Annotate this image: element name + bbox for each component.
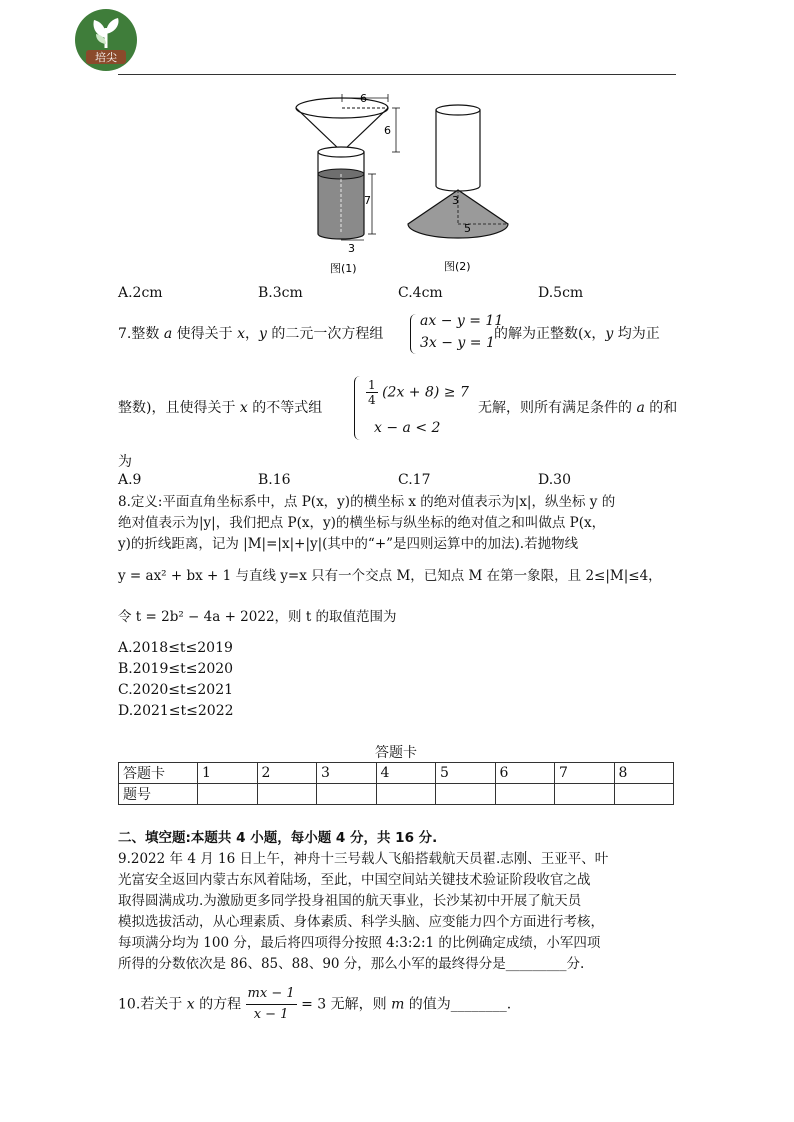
table-cell: 2 xyxy=(257,763,317,784)
dim-water: 7 xyxy=(364,194,371,207)
answer-blank[interactable] xyxy=(257,784,317,805)
q9-line-2: 光富安全返回内蒙古东风着陆场，至此，中国空间站关键技术验证阶段收官之战 xyxy=(118,872,591,888)
answer-card-table xyxy=(118,762,674,805)
q8-line-1: 8.定义:平面直角坐标系中，点 P(x，y)的横坐标 x 的绝对值表示为|x|，纵坐标 y 的 xyxy=(118,494,616,510)
q8-option-c: C.2020≤t≤2021 xyxy=(118,682,234,698)
q7-system-brace xyxy=(410,314,419,354)
table-cell: 1 xyxy=(198,763,258,784)
dim-top: 6 xyxy=(360,92,367,105)
q7-option-b: B.16 xyxy=(258,472,291,488)
answer-blank[interactable] xyxy=(317,784,377,805)
table-cell: 3 xyxy=(317,763,377,784)
q9-line-1: 9.2022 年 4 月 16 日上午，神舟十三号载人飞船搭载航天员翟.志刚、王亚平、叶 xyxy=(118,851,609,867)
q8-line-5: 令 t = 2b² − 4a + 2022，则 t 的取值范围为 xyxy=(118,609,397,625)
answer-blank[interactable] xyxy=(198,784,258,805)
q7-line-1-tail: 的解为正整数(x，y 均为正 xyxy=(494,326,660,342)
q8-option-d: D.2021≤t≤2022 xyxy=(118,703,234,719)
dim-fig2-a: 3 xyxy=(452,194,459,207)
table-cell: 6 xyxy=(495,763,555,784)
q8-line-3: y)的折线距离，记为 |M|=|x|+|y|(其中的“+”是四则运算中的加法).若抛物线 xyxy=(118,536,579,552)
q9-line-6: 所得的分数依次是 86、85、88、90 分，那么小军的最终得分是_________分. xyxy=(118,956,585,972)
q6-option-d: D.5cm xyxy=(538,285,584,301)
q7-option-d: D.30 xyxy=(538,472,571,488)
q7-option-c: C.17 xyxy=(398,472,431,488)
answer-blank[interactable] xyxy=(436,784,496,805)
q6-options xyxy=(118,285,678,301)
q7-equation-1: ax − y = 11 xyxy=(420,313,504,329)
q10-fraction: $\frac{mx - 1}{x - 1}$ xyxy=(247,986,295,1022)
q10-line: 10.若关于 x 的方程 $\frac{mx - 1}{x - 1}$ = 3 无解，则 m 的值为________. xyxy=(118,984,678,1025)
q7-option-a: A.9 xyxy=(118,472,142,488)
fig1-caption: 图(1) xyxy=(330,262,357,275)
table-cell: 5 xyxy=(436,763,496,784)
geometry-figure xyxy=(280,92,520,278)
q7-inequality-brace xyxy=(354,376,363,440)
table-cell: 4 xyxy=(376,763,436,784)
answer-blank[interactable] xyxy=(495,784,555,805)
answer-blank[interactable] xyxy=(376,784,436,805)
answer-card-row-2 xyxy=(119,784,674,805)
q8-option-a: A.2018≤t≤2019 xyxy=(118,640,233,656)
header-rule xyxy=(118,74,676,75)
q8-option-b: B.2019≤t≤2020 xyxy=(118,661,234,677)
q7-line-2-tail: 无解，则所有满足条件的 a 的和 xyxy=(478,400,678,416)
q7-equation-2: 3x − y = 1 xyxy=(420,335,495,351)
table-cell: 题号 xyxy=(119,784,198,805)
answer-card-title: 答题卡 xyxy=(375,745,417,761)
table-cell: 8 xyxy=(614,763,674,784)
q7-line-1: 7.整数 a 使得关于 x，y 的二元一次方程组 xyxy=(118,326,384,342)
q6-option-c: C.4cm xyxy=(398,285,443,301)
table-cell: 7 xyxy=(555,763,615,784)
answer-card-row-1 xyxy=(119,763,674,784)
dim-cone-height: 6 xyxy=(384,124,391,137)
logo xyxy=(74,8,138,72)
answer-blank[interactable] xyxy=(614,784,674,805)
q6-option-a: A.2cm xyxy=(118,285,163,301)
q9-line-5: 每项满分均为 100 分，最后将四项得分按照 4:3:2:1 的比例确定成绩，小军四项 xyxy=(118,935,601,951)
q7-line-2: 整数)，且使得关于 x 的不等式组 xyxy=(118,400,323,416)
section-2-heading: 二、填空题:本题共 4 小题，每小题 4 分，共 16 分. xyxy=(118,830,438,846)
q9-line-4: 模拟选拔活动，从心理素质、身体素质、科学头脑、应变能力四个方面进行考核， xyxy=(118,914,604,930)
q7-line-3: 为 xyxy=(118,454,132,470)
q9-line-3: 取得圆满成功.为激励更多同学投身祖国的航天事业，长沙某初中开展了航天员 xyxy=(118,893,582,909)
q7-inequality-2: x − a < 2 xyxy=(374,420,441,436)
q7-inequality-1: $\frac{1}{4}$ (2x + 8) ≥ 7 xyxy=(368,378,469,407)
q6-option-b: B.3cm xyxy=(258,285,303,301)
q7-options xyxy=(118,472,678,488)
dim-fig2-b: 5 xyxy=(464,222,471,235)
table-cell: 答题卡 xyxy=(119,763,198,784)
q8-line-4: y = ax² + bx + 1 与直线 y=x 只有一个交点 M，已知点 M 在第一象限，且 2≤|M|≤4， xyxy=(118,568,662,584)
answer-blank[interactable] xyxy=(555,784,615,805)
logo-text: 培尖 xyxy=(95,51,117,64)
q8-line-2: 绝对值表示为|y|，我们把点 P(x，y)的横坐标与纵坐标的绝对值之和叫做点 P(x， xyxy=(118,515,606,531)
fig2-caption: 图(2) xyxy=(444,260,471,273)
dim-bottom: 3 xyxy=(348,242,355,255)
